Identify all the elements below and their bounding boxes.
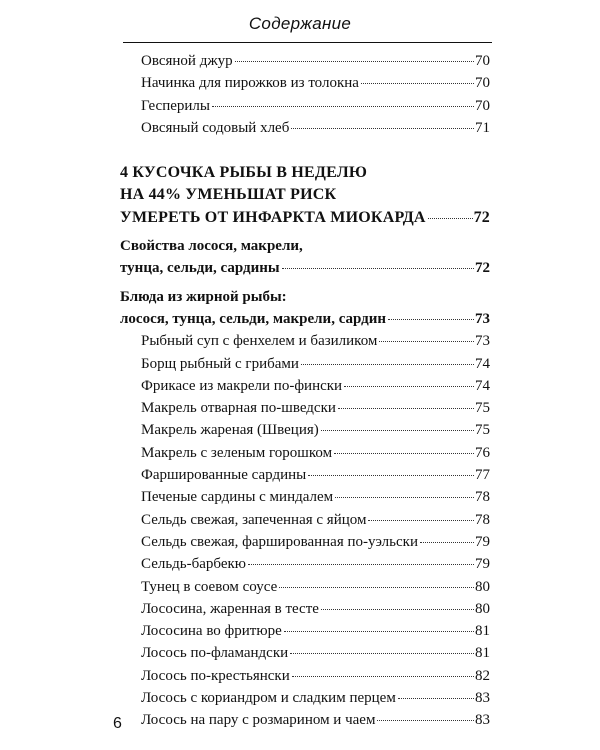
dot-leader xyxy=(321,609,474,610)
chapter-title-line: НА 44% УМЕНЬШАТ РИСК xyxy=(120,186,337,204)
dot-leader xyxy=(248,564,474,565)
toc-entry-page: 78 xyxy=(475,489,490,506)
toc-entry xyxy=(120,665,490,687)
dot-leader xyxy=(290,653,474,654)
section-page: 72 xyxy=(475,260,490,277)
toc-entry-page: 71 xyxy=(475,119,490,136)
toc-entry-title: Сельдь-барбекю xyxy=(141,556,247,573)
dot-leader xyxy=(321,430,474,431)
dot-leader xyxy=(334,453,474,454)
toc-entry-page: 75 xyxy=(475,400,490,417)
chapter-title-line: 4 КУСОЧКА РЫБЫ В НЕДЕЛЮ xyxy=(120,164,368,182)
section-title-line: лосося, тунца, сельди, макрели, сардин xyxy=(120,310,387,327)
toc-entry xyxy=(120,620,490,642)
dot-leader xyxy=(335,497,474,498)
toc-entry xyxy=(120,397,490,419)
section-entry xyxy=(120,308,490,330)
dot-leader xyxy=(368,520,474,521)
toc-entry-title: Сельдь свежая, фаршированная по-уэльски xyxy=(141,533,418,550)
toc-entry xyxy=(120,442,490,464)
dot-leader xyxy=(420,542,474,543)
toc-entry xyxy=(120,576,490,598)
dot-leader xyxy=(284,631,474,632)
toc-entry-title: Лососина, жаренная в тесте xyxy=(141,600,319,617)
toc-entry-title: Борщ рыбный с грибами xyxy=(141,355,299,372)
dot-leader xyxy=(428,218,473,219)
toc-entry xyxy=(120,464,490,486)
toc-entry xyxy=(120,553,490,575)
toc-entry-title: Макрель с зеленым горошком xyxy=(141,444,333,461)
dot-leader xyxy=(292,676,474,677)
toc-entry xyxy=(120,72,490,94)
toc-entry-title: Печеные сардины с миндалем xyxy=(141,489,334,506)
section-entry xyxy=(120,257,490,279)
toc-entry-page: 74 xyxy=(475,355,490,372)
toc-entry-title: Макрель отварная по-шведски xyxy=(141,400,336,417)
dot-leader xyxy=(377,720,474,721)
toc-entry-page: 74 xyxy=(475,377,490,394)
toc-entry-page: 70 xyxy=(475,97,490,114)
header-rule xyxy=(123,42,492,43)
toc-entry-title: Лосось по-крестьянски xyxy=(141,667,290,684)
dot-leader xyxy=(212,106,474,107)
toc-entry-title: Рыбный суп с фенхелем и базиликом xyxy=(141,333,378,350)
dot-leader xyxy=(308,475,474,476)
dot-leader xyxy=(379,341,474,342)
toc-entry-title: Овсяной джур xyxy=(141,53,233,69)
toc-entry xyxy=(120,598,490,620)
toc-entry-title: Начинка для пирожков из толокна xyxy=(141,75,359,92)
toc-entry-page: 82 xyxy=(475,667,490,684)
chapter-page: 72 xyxy=(473,208,490,226)
toc-entry-page: 78 xyxy=(475,511,490,528)
running-header: Содержание xyxy=(248,14,352,33)
toc-entry xyxy=(120,642,490,664)
dot-leader xyxy=(235,61,474,62)
toc-entry-page: 73 xyxy=(475,333,490,350)
toc-entry-page: 79 xyxy=(475,556,490,573)
toc-entry-page: 77 xyxy=(475,467,490,484)
dot-leader xyxy=(388,319,474,320)
section-page: 73 xyxy=(475,310,490,327)
chapter-title-line: УМЕРЕТЬ ОТ ИНФАРКТА МИОКАРДА xyxy=(120,208,426,226)
dot-leader xyxy=(282,268,474,269)
section-title-line: Свойства лосося, макрели, xyxy=(120,238,303,255)
toc-entry xyxy=(120,95,490,117)
toc-entry-page: 76 xyxy=(475,444,490,461)
toc-entry-title: Овсяный содовый хлеб xyxy=(141,119,290,136)
toc-entry-page: 70 xyxy=(475,75,490,92)
toc-entry xyxy=(120,330,490,352)
toc-entry-title: Лосось по-фламандски xyxy=(141,645,289,662)
toc-entry xyxy=(120,353,490,375)
toc-entry-page: 80 xyxy=(475,578,490,595)
toc-entry-page: 83 xyxy=(475,690,490,707)
toc-entry xyxy=(120,50,490,72)
toc-entry-title: Лососина во фритюре xyxy=(141,623,282,640)
toc-entry xyxy=(120,117,490,139)
toc-entry xyxy=(120,509,490,531)
toc-entry-page: 79 xyxy=(475,533,490,550)
dot-leader xyxy=(291,128,474,129)
dot-leader xyxy=(338,408,474,409)
toc-entry-page: 70 xyxy=(475,53,490,69)
toc-entry-page: 83 xyxy=(475,712,490,729)
toc-entry-page: 81 xyxy=(475,623,490,640)
toc-entry-title: Лосось с кориандром и сладким перцем xyxy=(141,690,396,707)
toc-entry xyxy=(120,375,490,397)
page-number: 6 xyxy=(113,715,122,732)
toc-entry xyxy=(120,419,490,441)
dot-leader xyxy=(279,587,474,588)
toc-entry-title: Фрикасе из макрели по-фински xyxy=(141,377,343,394)
toc-entry xyxy=(120,531,490,553)
toc-entry-title: Тунец в соевом соусе xyxy=(141,578,278,595)
toc-entry-page: 75 xyxy=(475,422,490,439)
toc-entry-page: 80 xyxy=(475,600,490,617)
toc-entry-title: Фаршированные сардины xyxy=(141,467,307,484)
dot-leader xyxy=(361,83,474,84)
toc-entry xyxy=(120,486,490,508)
toc-entry-title: Макрель жареная (Швеция) xyxy=(141,422,319,439)
dot-leader xyxy=(344,386,474,387)
section-title-line: тунца, сельди, сардины xyxy=(120,260,280,277)
toc-entry-title: Гесперилы xyxy=(141,97,210,114)
toc-entry xyxy=(120,709,490,731)
section-title-line: Блюда из жирной рыбы: xyxy=(120,288,287,305)
toc-entry-title: Лосось на пару с розмарином и чаем xyxy=(141,712,376,729)
table-of-contents xyxy=(120,50,490,732)
dot-leader xyxy=(301,364,474,365)
toc-entry-page: 81 xyxy=(475,645,490,662)
dot-leader xyxy=(398,698,474,699)
toc-entry-title: Сельдь свежая, запеченная с яйцом xyxy=(141,511,367,528)
chapter-entry xyxy=(120,207,490,229)
toc-entry xyxy=(120,687,490,709)
